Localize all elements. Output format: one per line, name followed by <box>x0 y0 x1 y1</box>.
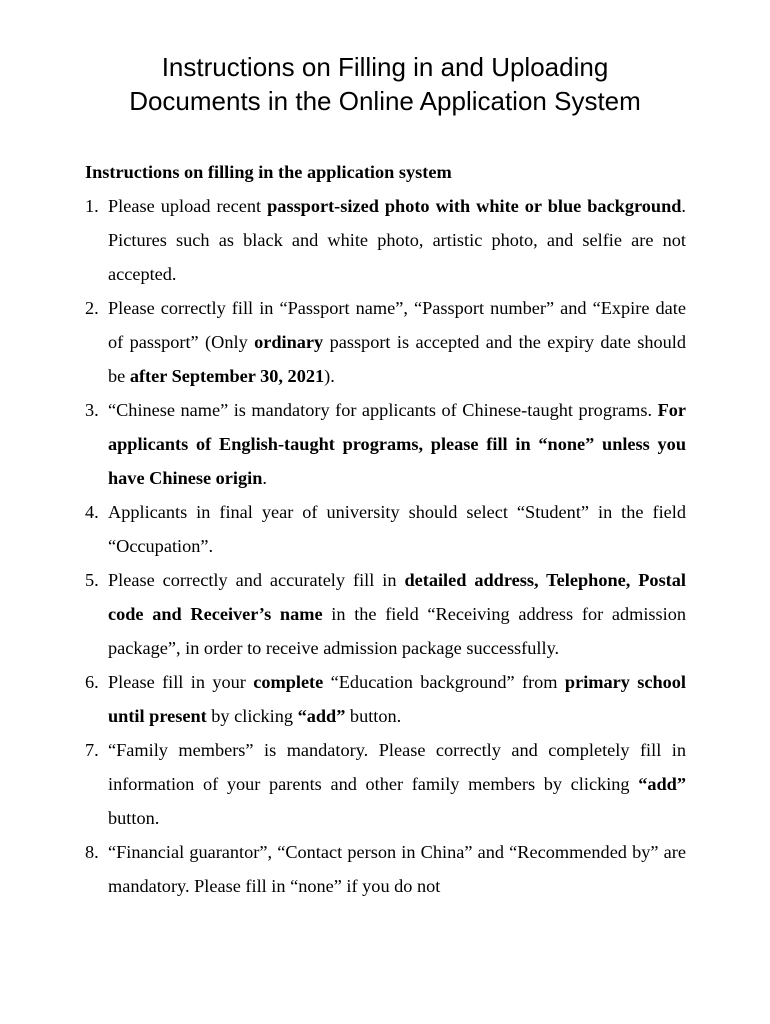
item-text-bold: detailed address, Telephone, Postal code and Receiver’s name <box>108 570 686 624</box>
document-body <box>85 155 686 903</box>
instruction-item <box>85 495 686 563</box>
item-text: ). <box>324 366 335 386</box>
item-number: 3. <box>85 400 99 420</box>
item-text: “Education background” from <box>323 672 565 692</box>
section-heading: Instructions on filling in the application system <box>85 162 452 182</box>
item-text: passport is accepted and the expiry date should be <box>108 332 686 386</box>
item-text-bold: “add” <box>297 706 346 726</box>
item-text: “Family members” is mandatory. Please correctly and completely fill in information of your parents and other family members by clicking <box>108 740 686 794</box>
item-text-bold: passport-sized photo with white or blue background <box>267 196 682 216</box>
item-text-bold: complete <box>253 672 324 692</box>
item-text-bold: ordinary <box>254 332 324 352</box>
item-text-bold: For applicants of English-taught programs, please fill in “none” unless you have Chinese origin <box>108 400 686 488</box>
item-text-bold: primary school until present <box>108 672 687 726</box>
item-text-bold: “add” <box>638 774 686 794</box>
item-text: “Financial guarantor”, “Contact person in China” and “Recommended by” are mandatory. Please fill in “none” if you do not <box>108 842 686 896</box>
instruction-item <box>85 733 686 835</box>
instruction-item <box>85 291 686 393</box>
item-text: button. <box>108 808 160 828</box>
item-text: Please correctly and accurately fill in <box>108 570 405 590</box>
item-number: 4. <box>85 502 99 522</box>
instruction-item <box>85 665 686 733</box>
title-line-1: Instructions on Filling in and Uploading <box>161 52 609 82</box>
item-text: Applicants in final year of university should select “Student” in the field “Occupation”. <box>108 502 686 556</box>
instruction-list <box>85 189 686 903</box>
instruction-item <box>85 835 686 903</box>
instruction-item <box>85 563 686 665</box>
item-text: Please correctly fill in “Passport name”, “Passport number” and “Expire date of passport” (Only <box>108 298 686 352</box>
item-number: 1. <box>85 196 99 216</box>
instruction-item <box>85 189 686 291</box>
item-number: 8. <box>85 842 99 862</box>
item-text: “Chinese name” is mandatory for applicants of Chinese-taught programs. <box>108 400 658 420</box>
item-text: . <box>262 468 267 488</box>
item-number: 7. <box>85 740 99 760</box>
item-text-bold: after September 30, 2021 <box>129 366 325 386</box>
title-line-2: Documents in the Online Application System <box>129 86 641 116</box>
item-text: in the field “Receiving address for admission package”, in order to receive admission package successfully. <box>108 604 687 658</box>
item-number: 6. <box>85 672 99 692</box>
item-number: 5. <box>85 570 99 590</box>
item-number: 2. <box>85 298 99 318</box>
item-text: button. <box>345 706 402 726</box>
document-title <box>0 50 770 118</box>
instruction-item <box>85 393 686 495</box>
item-text: . Pictures such as black and white photo, artistic photo, and selfie are not accepted. <box>108 196 686 284</box>
item-text: Please upload recent <box>108 196 268 216</box>
item-text: Please fill in your <box>108 672 254 692</box>
item-text: by clicking <box>206 706 298 726</box>
